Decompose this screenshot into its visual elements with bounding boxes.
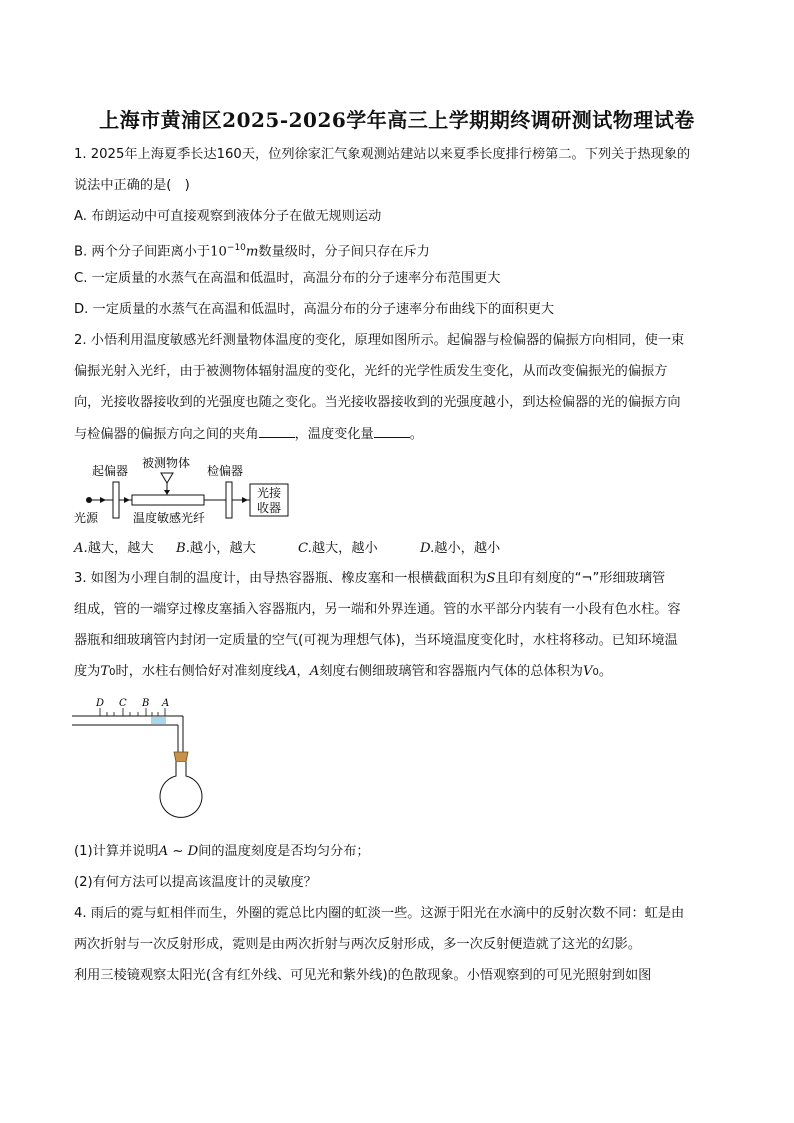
q2-line4-a: 与检偏器的偏振方向之间的夹角 <box>74 427 259 442</box>
label-fiber: 温度敏感光纤 <box>133 511 206 525</box>
object-triangle <box>161 473 173 483</box>
water-column <box>151 717 166 724</box>
var-D-range-end: D <box>187 844 199 859</box>
q1-option-b-pre: B. 两个分子间距离小于 <box>74 244 211 260</box>
polarizer-plate <box>113 482 119 518</box>
q1-option-b-base: 10 <box>210 244 227 260</box>
q2-option-c-text: 越大，越小 <box>311 541 378 556</box>
q1-option-c: C. 一定质量的水蒸气在高温和低温时，高温分布的分子速率分布范围更大 <box>74 271 501 286</box>
q2-option-d <box>420 540 500 558</box>
label-polarizer: 起偏器 <box>92 464 129 478</box>
optical-fiber-diagram <box>72 452 302 530</box>
q3-stem-line1 <box>74 570 665 588</box>
q2-option-a-letter: A. <box>74 541 88 556</box>
q3-line4-b: 时，水柱右侧恰好对准刻度线 <box>115 664 287 679</box>
var-V: V <box>582 664 593 679</box>
thermometer-diagram <box>72 694 212 834</box>
arrow-head-1 <box>100 497 106 503</box>
q2-option-c <box>298 540 420 558</box>
q3-line1-a: 3. 如图为小理自制的温度计，由导热容器瓶、橡皮塞和一根横截面积为 <box>74 571 487 586</box>
q3-line4-a: 度为 <box>74 664 101 679</box>
q2-stem-line3: 向，光接收器接收到的光强度也随之变化。当光接收器接收到的光强度越小，到达检偏器的光的偏振方向 <box>74 395 681 410</box>
q1-option-b-post: 数量级时，分子间只存在斥力 <box>258 244 430 260</box>
q3-subquestion-1 <box>74 843 370 861</box>
q2-option-b-text: 越小，越大 <box>189 541 256 556</box>
q2-option-a-text: 越大，越大 <box>87 541 154 556</box>
q3-stem-line3: 器瓶和细玻璃管内封闭一定质量的空气(可视为理想气体)，当环境温度变化时，水柱将移动。已知环境温 <box>74 633 678 648</box>
q2-line4-c: 。 <box>409 427 423 442</box>
scale-label-A: A <box>162 698 170 709</box>
q2-option-d-text: 越小，越小 <box>434 541 501 556</box>
scale-ticks <box>100 708 165 716</box>
scale-label-D: D <box>96 698 105 709</box>
var-V-subscript: 0 <box>592 667 599 678</box>
label-light-source: 光源 <box>74 511 99 525</box>
q1-stem-line1: 1. 2025年上海夏季长达160天，位列徐家汇气象观测站建站以来夏季长度排行榜第二。下列关于热现象的 <box>74 147 691 162</box>
q1-option-b-exp: −10 <box>226 243 246 253</box>
object-arrow-head <box>164 490 170 495</box>
q3-sub1-b: 间的温度刻度是否均匀分布； <box>198 844 370 859</box>
analyzer-plate <box>226 482 232 518</box>
var-T: T <box>100 664 110 679</box>
label-analyzer: 检偏器 <box>207 464 244 478</box>
q1-stem-line2: 说法中正确的是( ) <box>74 178 190 193</box>
q3-line1-b: 且印有刻度的“¬”形细玻璃管 <box>495 571 666 586</box>
range-tilde: ~ <box>168 844 188 859</box>
q2-stem-line2: 偏振光射入光纤，由于被测物体辐射温度的变化，光纤的光学性质发生变化，从而改变偏振光的偏振方 <box>74 364 668 379</box>
var-T-subscript: 0 <box>109 667 116 678</box>
scale-label-B: B <box>142 698 150 709</box>
fiber-body <box>132 495 204 505</box>
label-receiver-line1: 光接 <box>257 486 282 500</box>
q2-option-b-letter: B. <box>176 541 190 556</box>
rubber-stopper <box>174 752 188 762</box>
label-measured-object: 被测物体 <box>142 456 191 470</box>
arrow-head-2 <box>124 497 130 503</box>
q3-line4-e: 。 <box>598 664 613 679</box>
q2-option-c-letter: C. <box>298 541 312 556</box>
q3-subquestion-2: (2)有何方法可以提高该温度计的灵敏度？ <box>74 875 317 890</box>
q3-stem-line4 <box>74 663 612 682</box>
q2-option-a <box>74 540 176 558</box>
scale-label-C: C <box>119 698 127 709</box>
q2-option-d-letter: D. <box>420 541 435 556</box>
var-A-2: A <box>309 664 320 679</box>
q1-option-d: D. 一定质量的水蒸气在高温和低温时，高温分布的分子速率分布曲线下的面积更大 <box>74 302 555 317</box>
q1-option-b-unit: m <box>245 244 259 260</box>
q3-sub1-a: (1)计算并说明 <box>74 844 159 859</box>
q4-stem-line3: 利用三棱镜观察太阳光(含有红外线、可见光和紫外线)的色散现象。小悟观察到的可见光照射到如图 <box>74 968 652 983</box>
var-A-1: A <box>286 664 297 679</box>
q4-stem-line2: 两次折射与一次反射形成，霓则是由两次折射与两次反射形成，多一次反射便造就了这光的幻影。 <box>74 937 642 952</box>
var-A-range-start: A <box>158 844 169 859</box>
page-title: 上海市黄浦区2025-2026学年高三上学期期终调研测试物理试卷 <box>99 108 695 132</box>
q2-option-b <box>176 540 298 558</box>
var-S: S <box>486 571 496 586</box>
flask <box>160 762 202 817</box>
q1-option-b <box>74 239 430 261</box>
q2-stem-line1: 2. 小悟利用温度敏感光纤测量物体温度的变化，原理如图所示。起偏器与检偏器的偏振方向相同，使一束 <box>74 333 685 348</box>
q2-options <box>74 540 500 558</box>
q2-line4-b: ，温度变化量 <box>294 427 374 442</box>
answer-blank-2 <box>374 425 410 438</box>
q2-stem-line4 <box>74 425 423 444</box>
arrow-head-3 <box>242 497 248 503</box>
q1-option-a: A. 布朗运动中可直接观察到液体分子在做无规则运动 <box>74 209 382 224</box>
q3-stem-line2: 组成，管的一端穿过橡皮塞插入容器瓶内，另一端和外界连通。管的水平部分内装有一小段有色水柱。容 <box>74 602 681 617</box>
answer-blank-1 <box>259 425 295 438</box>
q3-line4-c: ， <box>296 664 310 679</box>
q4-stem-line1: 4. 雨后的霓与虹相伴而生，外圈的霓总比内圈的虹淡一些。这源于阳光在水滴中的反射次数不同：虹是由 <box>74 906 685 921</box>
q3-line4-d: 刻度右侧细玻璃管和容器瓶内气体的总体积为 <box>319 664 583 679</box>
label-receiver-line2: 收器 <box>257 501 282 515</box>
